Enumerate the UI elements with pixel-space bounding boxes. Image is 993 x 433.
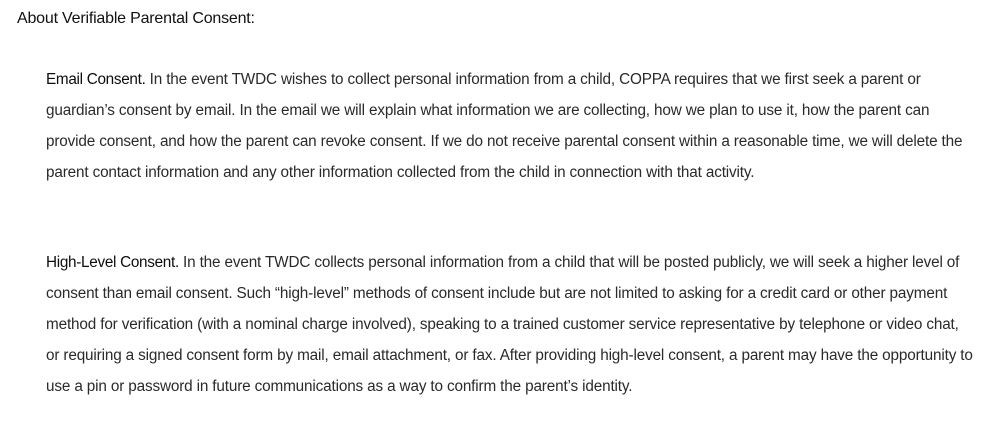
- email-consent-lead: Email Consent.: [46, 71, 146, 88]
- email-consent-paragraph: [46, 64, 976, 188]
- high-level-consent-lead: High-Level Consent.: [46, 254, 179, 271]
- section-heading: About Verifiable Parental Consent:: [17, 10, 255, 27]
- high-level-consent-paragraph: [46, 247, 976, 402]
- high-level-consent-text: In the event TWDC collects personal information from a child that will be posted publicly, we will seek a higher level of consent than email consent. Such “high-level” methods of consent include but are not limited to asking for a credit card or other payment method for verification (with a nominal charge involved), speaking to a trained customer service representative by telephone or video chat, or requiring a signed consent form by mail, email attachment, or fax. After providing high-level consent, a parent may have the opportunity to use a pin or password in future communications as a way to confirm the parent’s identity.: [46, 254, 973, 395]
- email-consent-text: In the event TWDC wishes to collect personal information from a child, COPPA requires that we first seek a parent or guardian’s consent by email. In the email we will explain what information we are collecting, how we plan to use it, how the parent can provide consent, and how the parent can revoke consent. If we do not receive parental consent within a reasonable time, we will delete the parent contact information and any other information collected from the child in connection with that activity.: [46, 71, 963, 181]
